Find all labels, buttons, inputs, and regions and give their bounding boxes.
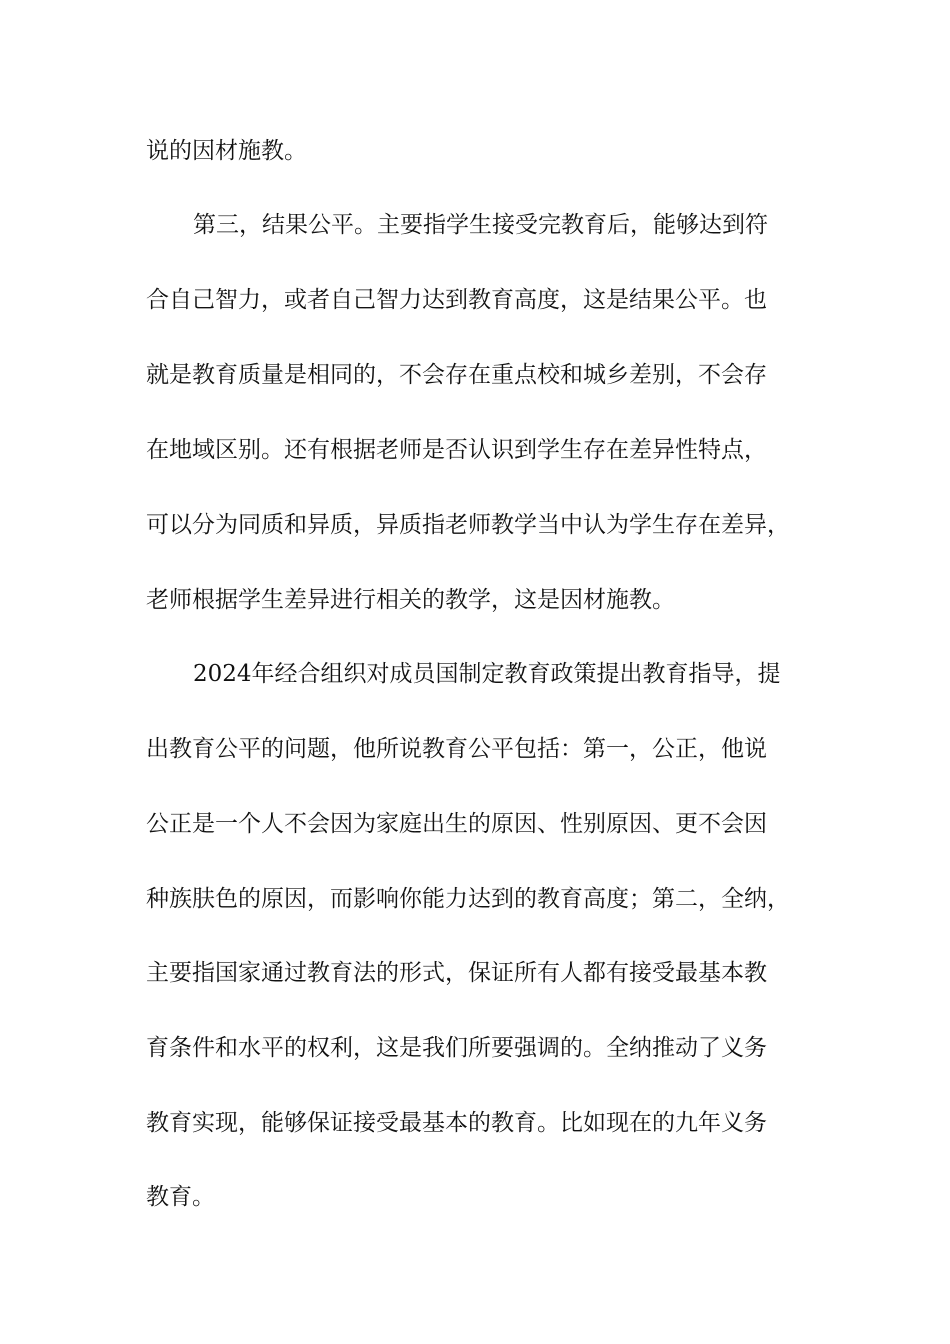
text-line: 种族肤色的原因，而影响你能力达到的教育高度；第二，全纳， xyxy=(146,886,790,912)
text-line: 可以分为同质和异质，异质指老师教学当中认为学生存在差异， xyxy=(146,512,790,538)
text-line: 说的因材施教。 xyxy=(146,138,307,164)
text-line: 老师根据学生差异进行相关的教学，这是因材施教。 xyxy=(146,587,675,613)
text-line: 公正是一个人不会因为家庭出生的原因、性别原因、更不会因 xyxy=(146,811,767,837)
paragraph-start-line: 2024年经合组织对成员国制定教育政策提出教育指导，提 xyxy=(193,661,781,687)
text-line: 在地域区别。还有根据老师是否认识到学生存在差异性特点， xyxy=(146,437,767,463)
text-line: 育条件和水平的权利，这是我们所要强调的。全纳推动了义务 xyxy=(146,1035,767,1061)
text-line: 主要指国家通过教育法的形式，保证所有人都有接受最基本教 xyxy=(146,960,767,986)
text-line: 合自己智力，或者自己智力达到教育高度，这是结果公平。也 xyxy=(146,287,767,313)
text-line: 教育。 xyxy=(146,1184,215,1210)
paragraph-start-line: 第三，结果公平。主要指学生接受完教育后，能够达到符 xyxy=(193,212,768,238)
text-line: 就是教育质量是相同的，不会存在重点校和城乡差别，不会存 xyxy=(146,362,767,388)
text-line: 出教育公平的问题，他所说教育公平包括：第一，公正，他说 xyxy=(146,736,767,762)
text-line: 教育实现，能够保证接受最基本的教育。比如现在的九年义务 xyxy=(146,1110,767,1136)
